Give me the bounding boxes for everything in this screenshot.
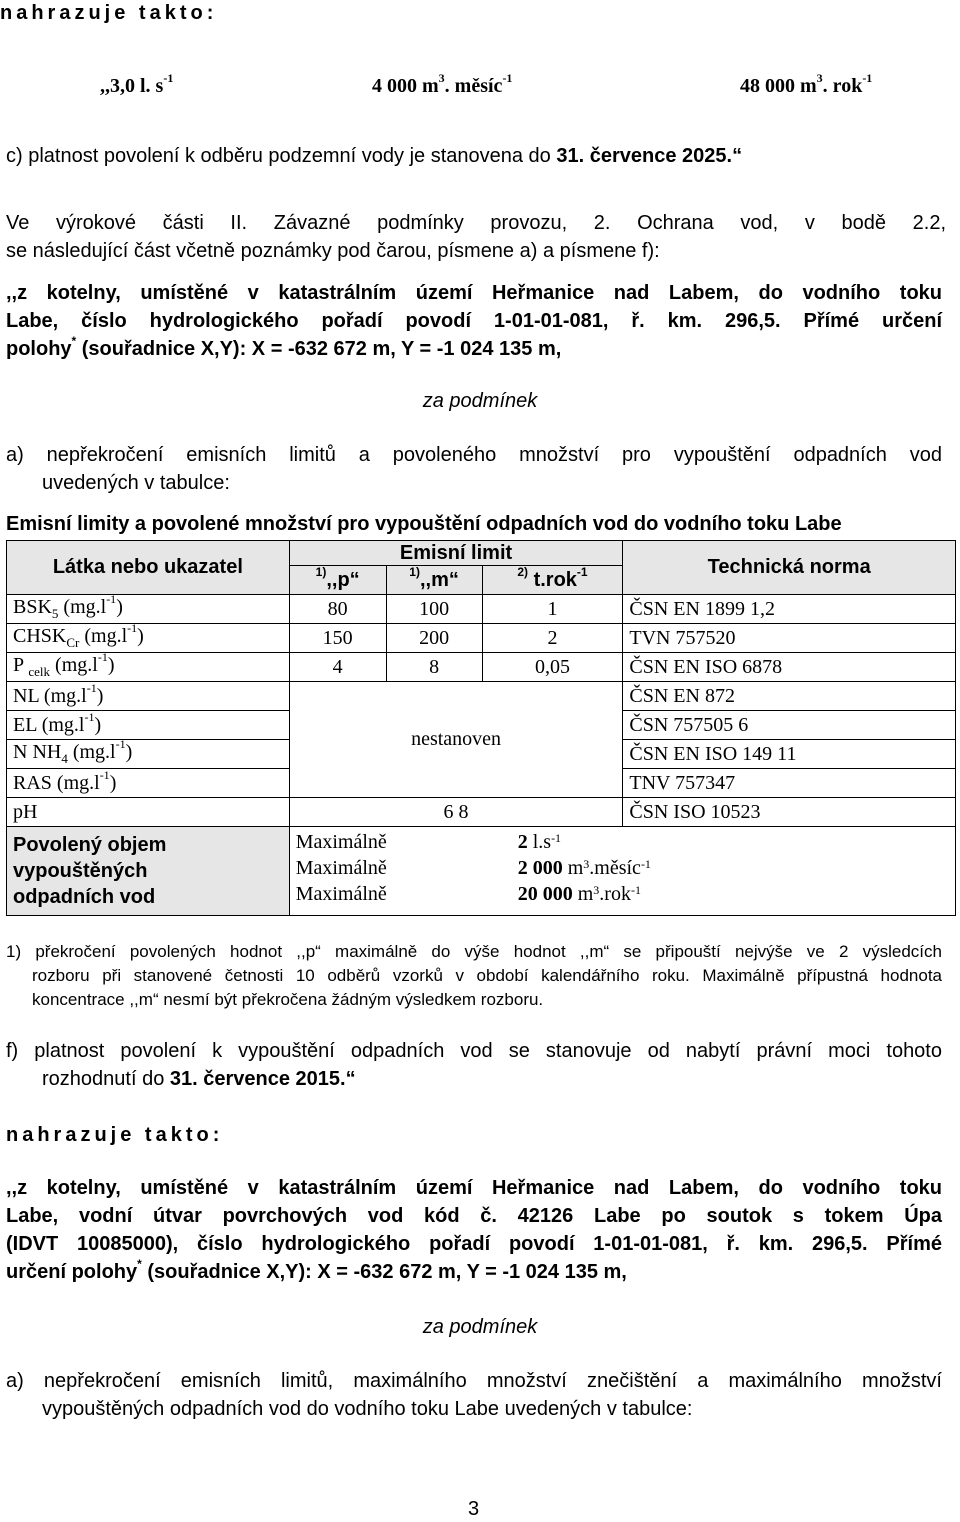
item-a2-line-1: a) nepřekročení emisních limitů, maximálního množství znečištění a maximálního množství bbox=[6, 1370, 942, 1392]
vyrok-line-1: Ve výrokové části II. Závazné podmínky provozu, 2. Ochrana vod, v bodě 2.2, bbox=[6, 212, 946, 234]
vyrok-line-2: se následující část včetně poznámky pod čarou, písmene a) a písmene f): bbox=[6, 240, 660, 262]
nestanoven-cell: nestanoven bbox=[289, 682, 623, 798]
volume-per-month: 4 000 $m^3$. měsíc$^{-1}$ bbox=[372, 71, 513, 97]
substance-cell: EL $(mg.l^{-1})$ bbox=[7, 711, 290, 740]
block1-line-1: ,,z kotelny, umístěné v katastrálním území Heřmanice nad Labem, do vodního toku bbox=[6, 282, 942, 304]
block2-line-1: ,,z kotelny, umístěné v katastrálním území Heřmanice nad Labem, do vodního toku bbox=[6, 1177, 942, 1199]
item-a1-line-2: uvedených v tabulce: bbox=[42, 472, 230, 494]
footnote-line-3: koncentrace ,,m“ nesmí být překročena žádným výsledkem rozboru. bbox=[32, 990, 544, 1009]
heading-nahrazuje-2: nahrazuje takto: bbox=[6, 1124, 224, 1146]
table-row-volume bbox=[7, 827, 956, 916]
header-technical-norm: Technická norma bbox=[623, 541, 956, 595]
block2-line-3: (IDVT 10085000), číslo hydrologického pořadí povodí 1-01-01-081, ř. km. 296,5. Přímé bbox=[6, 1233, 942, 1255]
header-emission-limit: Emisní limit bbox=[289, 541, 623, 566]
heading-nahrazuje-1: nahrazuje takto: bbox=[0, 2, 218, 24]
table-row bbox=[7, 595, 956, 624]
item-a2-line-2: vypouštěných odpadních vod do vodního toku Labe uvedených v tabulce: bbox=[42, 1398, 693, 1420]
substance-cell: P $_{celk}$ $(mg.l^{-1})$ bbox=[7, 653, 290, 682]
norm-cell: TNV 757347 bbox=[623, 769, 956, 798]
p-cell: 80 bbox=[289, 595, 386, 624]
emission-limits-table bbox=[6, 540, 956, 916]
paragraph-f-line-2: rozhodnutí do 31. července 2015.“ bbox=[42, 1068, 356, 1090]
m-cell: 8 bbox=[386, 653, 482, 682]
t-cell: 1 bbox=[482, 595, 623, 624]
volume-per-second: ,,3,0 l. $s^{-1}$ bbox=[100, 71, 174, 97]
substance-cell: RAS $(mg.l^{-1})$ bbox=[7, 769, 290, 798]
substance-cell: N $NH_4$ $(mg.l^{-1})$ bbox=[7, 740, 290, 769]
page-number: 3 bbox=[468, 1498, 480, 1520]
block1-line-3: polohy* (souřadnice X,Y): X = -632 672 m, Y = -1 024 135 m, bbox=[6, 334, 562, 360]
block2-line-2: Labe, vodní útvar povrchových vod kód č. 42126 Labe po soutok s tokem Úpa bbox=[6, 1205, 942, 1227]
table-title: Emisní limity a povolené množství pro vypouštění odpadních vod do vodního toku Labe bbox=[6, 513, 842, 535]
table-row bbox=[7, 653, 956, 682]
p-cell: 4 bbox=[289, 653, 386, 682]
substance-cell: pH bbox=[7, 798, 290, 827]
norm-cell: TVN 757520 bbox=[623, 624, 956, 653]
p-cell: 150 bbox=[289, 624, 386, 653]
table-row bbox=[7, 798, 956, 827]
header-substance: Látka nebo ukazatel bbox=[7, 541, 290, 595]
paragraph-c: c) platnost povolení k odběru podzemní vody je stanovena do 31. července 2025.“ bbox=[6, 145, 743, 167]
norm-cell: ČSN EN 1899 1,2 bbox=[623, 595, 956, 624]
header-m: $^{1)}$,,m“ bbox=[386, 566, 482, 595]
table-row bbox=[7, 682, 956, 711]
substance-cell: $CHSK_{Cr}$ $(mg.l^{-1})$ bbox=[7, 624, 290, 653]
ph-range-cell: 6 8 bbox=[289, 798, 623, 827]
m-cell: 100 bbox=[386, 595, 482, 624]
volume-label-cell: Povolený objem vypouštěných odpadních vod bbox=[7, 827, 290, 916]
footnote-line-2: rozboru při stanovené četnosti 10 odběrů vzorků v období kalendářního roku. Maximálně přípustná hodnota bbox=[32, 966, 942, 985]
norm-cell: ČSN EN ISO 149 11 bbox=[623, 740, 956, 769]
norm-cell: ČSN EN 872 bbox=[623, 682, 956, 711]
block2-line-4: určení polohy* (souřadnice X,Y): X = -632 672 m, Y = -1 024 135 m, bbox=[6, 1257, 627, 1283]
substance-cell: $BSK_5$ $(mg.l^{-1})$ bbox=[7, 595, 290, 624]
norm-cell: ČSN EN ISO 6878 bbox=[623, 653, 956, 682]
volume-values-cell: Maximálně 2 $l.s^{-1}$ Maximálně 2 000 $m^3.měsíc^{-1}$ Maximálně 20 000 $m^3.rok^{-1}$ bbox=[289, 827, 955, 916]
za-podminek-2: za podmínek bbox=[422, 1316, 538, 1338]
volume-per-year: 48 000 $m^3$. rok$^{-1}$ bbox=[740, 71, 873, 97]
paragraph-f-line-1: f) platnost povolení k vypouštění odpadních vod se stanovuje od nabytí právní moci tohoto bbox=[6, 1040, 942, 1062]
table-row bbox=[7, 624, 956, 653]
m-cell: 200 bbox=[386, 624, 482, 653]
footnote-line-1: 1) překročení povolených hodnot ,,p“ maximálně do výše hodnot ,,m“ se připouští nejvýše ve 2 výsledcích bbox=[6, 942, 942, 961]
za-podminek-1: za podmínek bbox=[422, 390, 538, 412]
norm-cell: ČSN ISO 10523 bbox=[623, 798, 956, 827]
substance-cell: NL $(mg.l^{-1})$ bbox=[7, 682, 290, 711]
header-p: $^{1)}$,,p“ bbox=[289, 566, 386, 595]
item-a1-line-1: a) nepřekročení emisních limitů a povoleného množství pro vypouštění odpadních vod bbox=[6, 444, 942, 466]
t-cell: 2 bbox=[482, 624, 623, 653]
norm-cell: ČSN 757505 6 bbox=[623, 711, 956, 740]
header-t: $^{2)}$ t.rok$^{-1}$ bbox=[482, 566, 623, 595]
t-cell: 0,05 bbox=[482, 653, 623, 682]
block1-line-2: Labe, číslo hydrologického pořadí povodí 1-01-01-081, ř. km. 296,5. Přímé určení bbox=[6, 310, 942, 332]
